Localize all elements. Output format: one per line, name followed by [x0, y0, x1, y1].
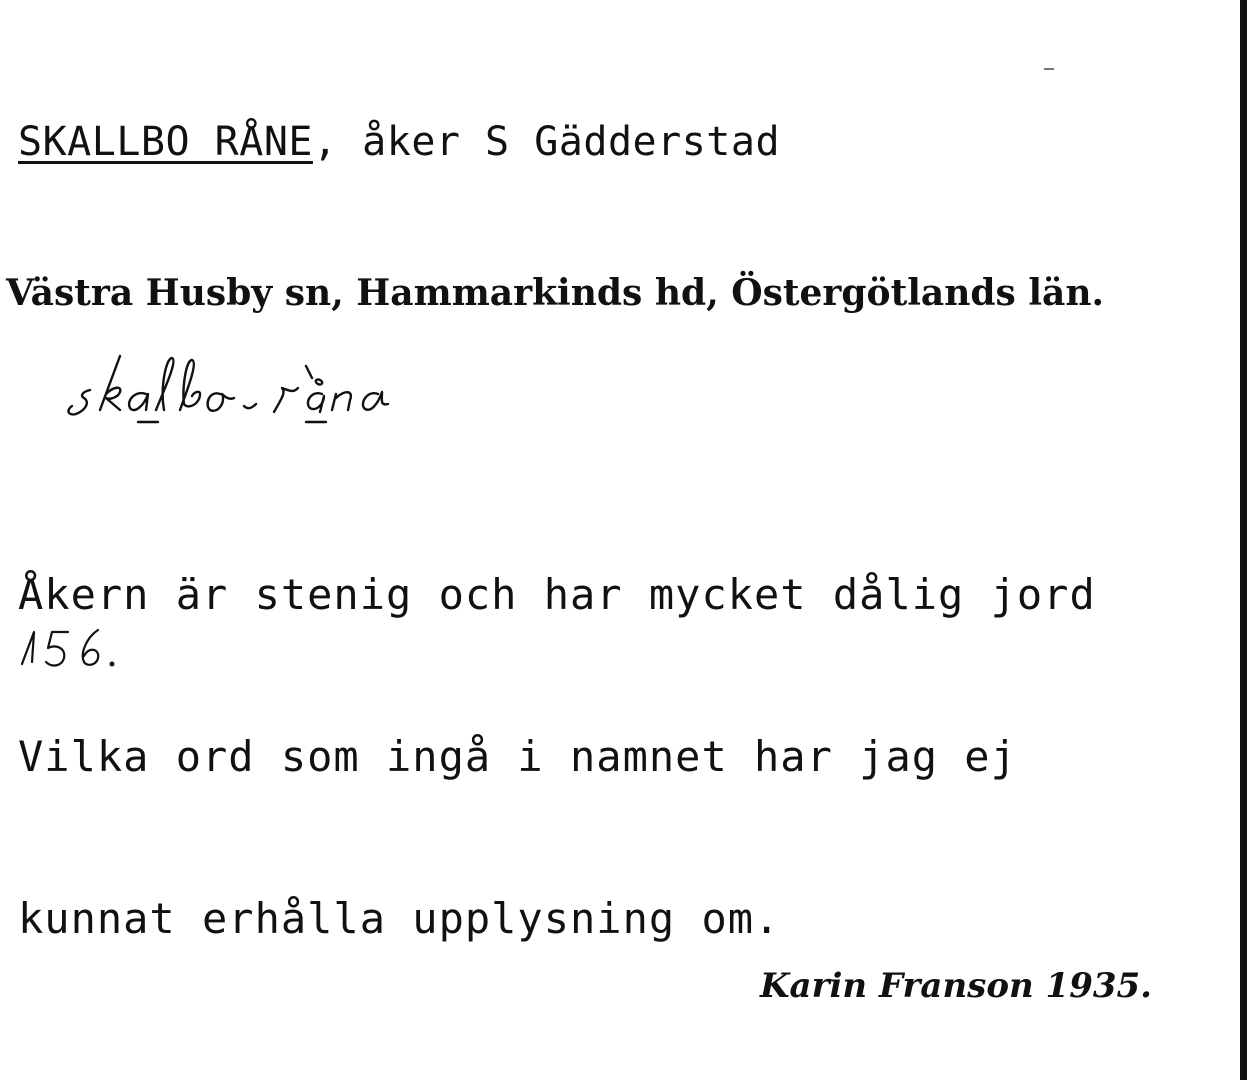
handwritten-form [60, 348, 530, 438]
handwritten-form-text: skalbo-råna [60, 436, 66, 437]
card-edge-border [1240, 0, 1247, 1080]
place-name: SKALLBO RÅNE [18, 119, 313, 165]
place-description: , åker S Gädderstad [312, 119, 781, 165]
note-line-3: kunnat erhålla upplysning om. [18, 894, 781, 943]
card-number [16, 618, 126, 678]
card-number-text: 156. [16, 676, 19, 677]
parish-line: Västra Husby sn, Hammarkinds hd, Östergötlands län. [6, 272, 1105, 314]
collector-signature: Karin Franson 1935. [760, 966, 1153, 1006]
scan-speck [1044, 68, 1054, 70]
note-line-2: Vilka ord som ingå i namnet har jag ej [18, 732, 1017, 781]
note-line-1: Åkern är stenig och har mycket dålig jord [18, 570, 1096, 619]
card-heading [18, 112, 780, 172]
